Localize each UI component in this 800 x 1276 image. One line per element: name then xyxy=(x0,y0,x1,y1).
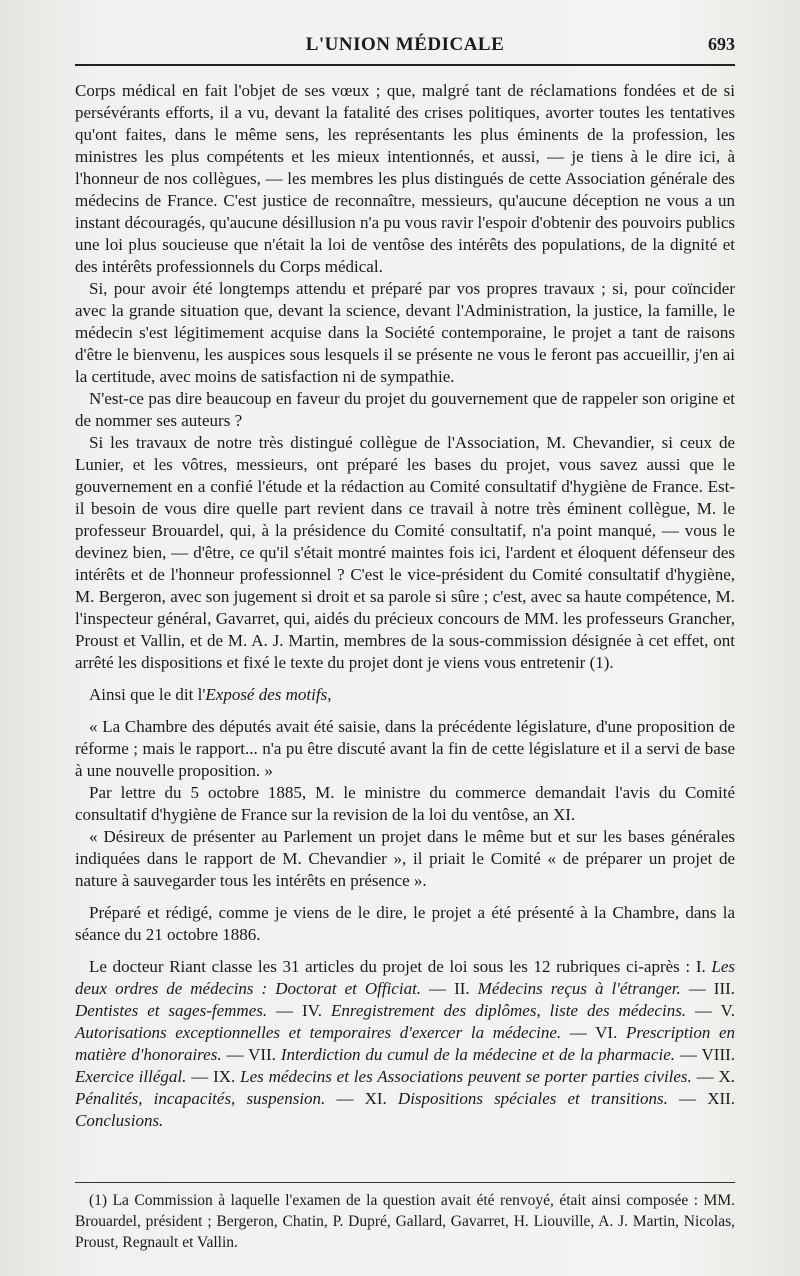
paragraph: N'est-ce pas dire beaucoup en faveur du projet du gouvernement que de rappeler son origine et de nommer ses auteurs ? xyxy=(75,389,735,430)
rubric-title: Exercice illégal. xyxy=(75,1067,187,1086)
rubric-title: Prescription en matière d'honoraires. xyxy=(75,1023,735,1064)
rubric-title: Interdiction du cumul de la médecine et de la pharmacie. xyxy=(280,1045,675,1064)
rubrics-intro: Le docteur Riant classe les 31 articles du projet de loi sous les 12 rubriques ci-après : xyxy=(89,957,691,976)
rubrics-paragraph: Le docteur Riant classe les 31 articles du projet de loi sous les 12 rubriques ci-après : I. Les deux ordres de médecins : Doctorat et Officiat. — II. Médecins reçus à l'étranger. — III. Dentistes et sages-femmes. — IV. Enregistrement des diplômes, liste des médecins. — V. Autorisations exceptionnelles et temporaires d'exercer la médecine. — VI. Prescription en matière d'honoraires. — VII. Interdiction du cumul de la médecine et de la pharmacie. — VIII. Exercice illégal. — IX. Les médecins et les Associations peuvent se porter parties civiles. — X. Pénalités, incapacités, suspension. — XI. Dispositions spéciales et transitions. — XII. Conclusions. xyxy=(75,957,736,1130)
rubric-number: VII. xyxy=(248,1045,281,1064)
rubric-title: Dispositions spéciales et transitions. xyxy=(397,1089,668,1108)
rubric-title: Les médecins et les Associations peuvent se porter parties civiles. xyxy=(240,1067,692,1086)
rubric-number: VI. xyxy=(595,1023,626,1042)
rubric-number: II. xyxy=(454,979,478,998)
rubric-number: IV. xyxy=(302,1001,331,1020)
footnote: (1) La Commission à laquelle l'examen de la question avait été renvoyé, était ainsi composée : MM. Brouardel, président ; Bergeron, Chatin, P. Dupré, Gallard, Gavarret, H. Liouville, A. J. Martin, Nicolas, Proust, Regnault et Vallin. xyxy=(75,1192,735,1251)
rubric-title: Les deux ordres de médecins : Doctorat et Officiat. xyxy=(75,957,735,998)
rubric-title: Conclusions. xyxy=(75,1111,164,1130)
page-number: 693 xyxy=(708,34,735,54)
body-text xyxy=(75,80,735,1142)
header-rule xyxy=(75,64,735,66)
rubric-title: Dentistes et sages-femmes. xyxy=(75,1001,268,1020)
rubric-number: VIII. xyxy=(701,1045,736,1064)
journal-title: L'UNION MÉDICALE xyxy=(305,34,505,55)
rubric-number: XII. xyxy=(707,1089,736,1108)
footnote-rule xyxy=(75,1182,735,1183)
paragraph: Si, pour avoir été longtemps attendu et préparé par vos propres travaux ; si, pour coïncider avec la grande situation que, devant la science, devant l'Administration, la justice, la famille, le médecin s'est légitimement acquise dans la Société contemporaine, le projet a tant de raisons d'être le bienvenu, les auspices sous lesquels il se présente ne vous le feront pas accueillir, j'en ai la certitude, avec moins de satisfaction ni de sympathie. xyxy=(75,279,735,386)
rubric-number: X. xyxy=(718,1067,736,1086)
rubric-number: IX. xyxy=(213,1067,241,1086)
rubric-title: Médecins reçus à l'étranger. xyxy=(477,979,681,998)
rubric-number: XI. xyxy=(364,1089,398,1108)
paragraph: Corps médical en fait l'objet de ses vœux ; que, malgré tant de réclamations fondées et de si persévérants efforts, il a vu, devant la fatalité des crises politiques, avorter toutes les tentatives qu'ont faites, dans le même sens, les représentants les plus éminents de la profession, les ministres les plus compétents et les mieux intentionnés, et aussi, — je tiens à le dire ici, à l'honneur de nos collègues, — les membres les plus distingués de cette Association générale des médecins de France. C'est justice de reconnaître, messieurs, qu'aucune déception ne vous a un instant découragés, qu'aucune désillusion n'a pu vous ravir l'espoir d'obtenir des pouvoirs publics une loi plus soucieuse que n'était la loi de ventôse des intérêts des populations, de la dignité et des intérêts professionnels du Corps médical. xyxy=(75,81,735,276)
paragraph: Préparé et rédigé, comme je viens de le dire, le projet a été présenté à la Chambre, dans la séance du 21 octobre 1886. xyxy=(75,903,735,944)
running-head xyxy=(75,34,735,62)
rubric-number: V. xyxy=(720,1001,736,1020)
rubric-title: Enregistrement des diplômes, liste des médecins. xyxy=(330,1001,687,1020)
rubric-title: Autorisations exceptionnelles et temporaires d'exercer la médecine. xyxy=(75,1023,562,1042)
rubric-number: I. xyxy=(695,957,712,976)
exposé-title: Exposé des motifs xyxy=(205,685,328,704)
paragraph: Si les travaux de notre très distingué collègue de l'Association, M. Chevandier, si ceux de Lunier, et les vôtres, messieurs, ont préparé les bases du projet, vous savez aussi que le gouvernement en a confié l'étude et la rédaction au Comité consultatif d'hygiène de France. Est-il besoin de vous dire quelle part revient dans ce travail à notre très éminent collègue, M. le professeur Brouardel, qui, à la présidence du Comité consultatif, n'a point manqué, — vous le devinez bien, — d'être, ce qu'il s'était montré maintes fois ici, l'ardent et éloquent défenseur des intérêts et de l'honneur professionnel ? C'est le vice-président du Comité consultatif d'hygiène, M. Bergeron, avec son jugement si droit et sa parole si sûre ; c'est, avec sa haute compétence, M. l'inspecteur général, Gavarret, qui, aidés du précieux concours de MM. les professeurs Grancher, Proust et Vallin, et de M. A. J. Martin, membres de la sous-commission désignée à cet effet, ont arrêté les dispositions et fixé le texte du projet dont je viens vous entretenir (1). xyxy=(75,433,735,672)
paragraph: Par lettre du 5 octobre 1885, M. le ministre du commerce demandait l'avis du Comité consultatif d'hygiène de France sur la revision de la loi du ventôse, an XI. xyxy=(75,783,735,824)
rubric-title: Pénalités, incapacités, suspension. xyxy=(75,1089,326,1108)
rubric-number: III. xyxy=(713,979,736,998)
quotation: « La Chambre des députés avait été saisie, dans la précédente législature, d'une proposition de réforme ; mais le rapport... n'a pu être discuté avant la fin de cette législature et il a servi de base à une nouvelle proposition. » xyxy=(75,717,735,780)
quotation: « Désireux de présenter au Parlement un projet dans le même but et sur les bases générales indiquées dans le rapport de M. Chevandier », il priait le Comité « de préparer un projet de nature à sauvegarder tous les intérêts en présence ». xyxy=(75,827,735,890)
paragraph: Ainsi que le dit l'Exposé des motifs, xyxy=(89,685,332,704)
